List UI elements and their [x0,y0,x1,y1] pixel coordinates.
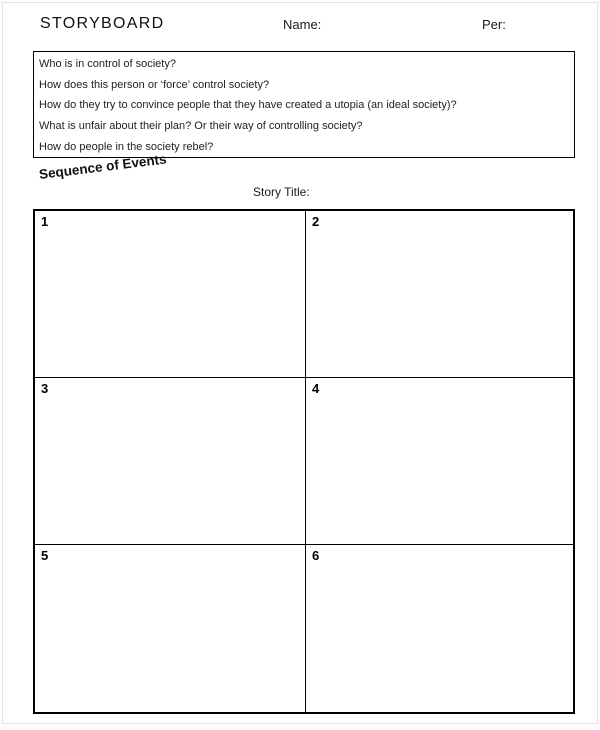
question-who-controls: Who is in control of society? [39,58,176,71]
storyboard-cell-4 [306,378,573,545]
cell-number: 2 [312,214,320,229]
page-title: STORYBOARD [40,15,165,32]
questions-box [33,51,575,158]
storyboard-grid [33,209,575,714]
cell-number: 3 [41,381,49,396]
worksheet-page [2,2,598,724]
cell-number: 4 [312,381,320,396]
cell-number: 6 [312,548,320,563]
question-utopia: How do they try to convince people that they have created a utopia (an ideal society)? [39,99,457,112]
storyboard-cell-1 [35,211,306,378]
question-how-control: How does this person or ‘force’ control society? [39,78,270,91]
storyboard-cell-2 [306,211,573,378]
question-rebel: How do people in the society rebel? [39,140,214,153]
storyboard-cell-3 [35,378,306,545]
storyboard-cell-5 [35,545,306,712]
storyboard-cell-6 [306,545,573,712]
question-unfair-plan: What is unfair about their plan? Or their way of controlling society? [39,120,363,133]
story-title-label: Story Title: [253,185,310,199]
cell-number: 1 [41,214,49,229]
sequence-of-events-heading: Sequence of Events [38,151,168,182]
name-label: Name: [283,17,322,32]
per-label: Per: [482,17,506,32]
cell-number: 5 [41,548,49,563]
